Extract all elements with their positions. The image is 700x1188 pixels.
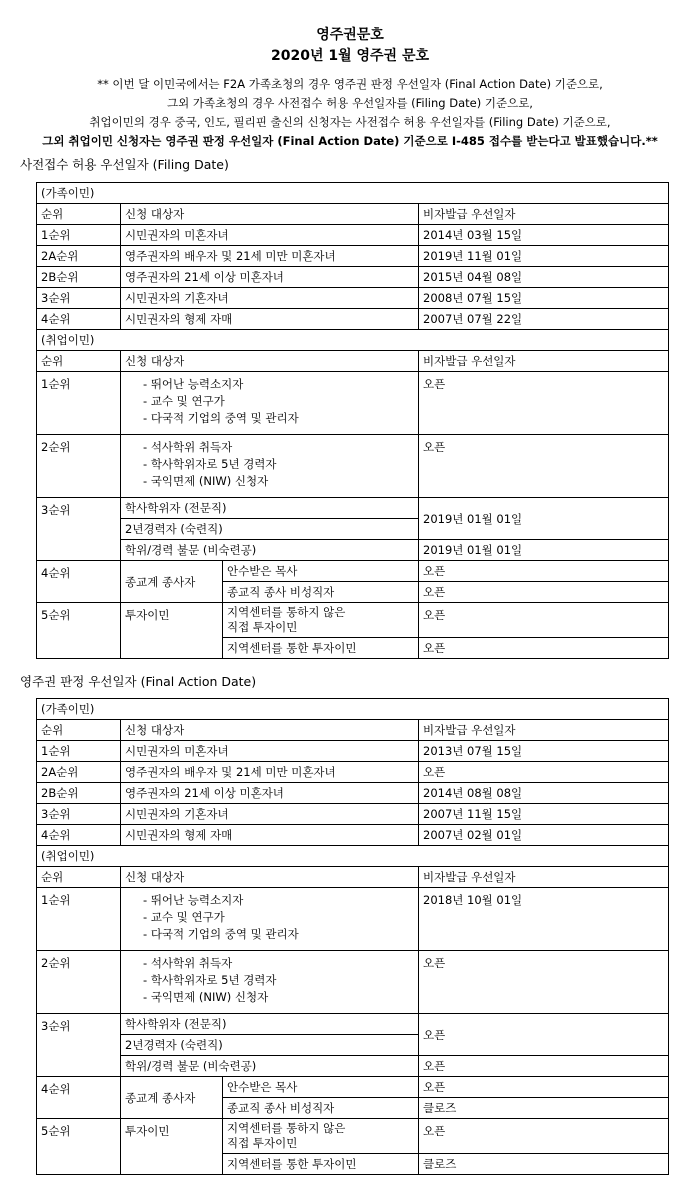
table-row	[37, 1119, 669, 1154]
target-cell	[121, 888, 419, 951]
target-cell: 2년경력자 (숙련직)	[121, 519, 419, 540]
col-rank-header: 순위	[37, 204, 121, 225]
date-cell: 오픈	[419, 762, 669, 783]
group-cell: 종교계 종사자	[121, 1077, 223, 1119]
target-cell: 시민권자의 미혼자녀	[121, 741, 419, 762]
target-line: 지역센터를 통하지 않은	[227, 605, 346, 619]
target-line: 직접 투자이민	[227, 620, 298, 634]
table-row	[37, 603, 669, 638]
target-cell: 안수받은 목사	[223, 1077, 419, 1098]
date-cell: 오픈	[419, 1119, 669, 1154]
date-cell: 2013년 07월 15일	[419, 741, 669, 762]
group-cell: 투자이민	[121, 1119, 223, 1175]
col-date-header: 비자발급 우선일자	[419, 204, 669, 225]
table-row	[37, 1014, 669, 1035]
col-target-header: 신청 대상자	[121, 867, 419, 888]
rank-cell: 1순위	[37, 741, 121, 762]
col-date-header: 비자발급 우선일자	[419, 720, 669, 741]
table-row	[37, 267, 669, 288]
target-cell: 안수받은 목사	[223, 561, 419, 582]
list-item: - 다국적 기업의 중역 및 관리자	[143, 410, 414, 427]
target-cell	[121, 435, 419, 498]
date-cell: 오픈	[419, 1056, 669, 1077]
target-cell	[121, 951, 419, 1014]
employment-header: (취업이민)	[37, 846, 669, 867]
date-cell: 2007년 02월 01일	[419, 825, 669, 846]
page-subtitle: 2020년 1월 영주권 문호	[271, 48, 429, 64]
section-title-final: 영주권 판정 우선일자 (Final Action Date)	[20, 674, 257, 689]
col-date-header: 비자발급 우선일자	[419, 867, 669, 888]
notice-line: 그외 취업이민 신청자는 영주권 판정 우선일자 (Final Action Date) 기준으로 I-485 접수를 받는다고 발표했습니다.**	[42, 134, 658, 148]
list-item: - 다국적 기업의 중역 및 관리자	[143, 926, 414, 943]
group-cell: 투자이민	[121, 603, 223, 659]
col-target-header: 신청 대상자	[121, 720, 419, 741]
target-cell: 영주권자의 배우자 및 21세 미만 미혼자녀	[121, 762, 419, 783]
target-cell: 학위/경력 불문 (비숙련공)	[121, 540, 419, 561]
target-line: 직접 투자이민	[227, 1136, 298, 1150]
rank-cell: 5순위	[37, 1119, 121, 1175]
date-cell: 오픈	[419, 582, 669, 603]
date-cell: 오픈	[419, 951, 669, 1014]
date-cell: 2019년 11월 01일	[419, 246, 669, 267]
table-row	[37, 951, 669, 1014]
table-row	[37, 498, 669, 519]
rank-cell: 3순위	[37, 288, 121, 309]
table-row	[37, 435, 669, 498]
list-item: - 교수 및 연구가	[143, 909, 414, 926]
date-cell: 2008년 07월 15일	[419, 288, 669, 309]
notice-line: 취업이민의 경우 중국, 인도, 필리핀 출신의 신청자는 사전접수 허용 우선일자를 (Filing Date) 기준으로,	[89, 115, 611, 129]
date-cell: 오픈	[419, 603, 669, 638]
rank-cell: 4순위	[37, 561, 121, 603]
final-table	[36, 698, 669, 1175]
target-cell: 시민권자의 형제 자매	[121, 309, 419, 330]
table-row	[37, 1056, 669, 1077]
page-title: 영주권문호	[316, 27, 384, 43]
table-row	[37, 372, 669, 435]
rank-cell: 3순위	[37, 804, 121, 825]
rank-cell: 2B순위	[37, 783, 121, 804]
target-cell: 종교직 종사 비성직자	[223, 582, 419, 603]
target-cell: 지역센터를 통한 투자이민	[223, 638, 419, 659]
list-item: - 석사학위 취득자	[143, 955, 414, 972]
rank-cell: 4순위	[37, 1077, 121, 1119]
date-cell: 2014년 08월 08일	[419, 783, 669, 804]
target-cell: 학사학위자 (전문직)	[121, 498, 419, 519]
table-row	[37, 888, 669, 951]
rank-cell: 4순위	[37, 825, 121, 846]
list-item: - 뛰어난 능력소지자	[143, 892, 414, 909]
table-row	[37, 246, 669, 267]
rank-cell: 1순위	[37, 888, 121, 951]
date-cell: 2007년 07월 22일	[419, 309, 669, 330]
rank-cell: 1순위	[37, 225, 121, 246]
family-header: (가족이민)	[37, 183, 669, 204]
col-target-header: 신청 대상자	[121, 351, 419, 372]
target-cell: 시민권자의 기혼자녀	[121, 288, 419, 309]
target-cell: 지역센터를 통한 투자이민	[223, 1154, 419, 1175]
employment-header: (취업이민)	[37, 330, 669, 351]
date-cell: 2014년 03월 15일	[419, 225, 669, 246]
table-row	[37, 804, 669, 825]
table-row	[37, 825, 669, 846]
target-cell: 종교직 종사 비성직자	[223, 1098, 419, 1119]
table-row	[37, 741, 669, 762]
col-rank-header: 순위	[37, 867, 121, 888]
notice-line: 그외 가족초청의 경우 사전접수 허용 우선일자를 (Filing Date) 기준으로,	[167, 96, 533, 110]
rank-cell: 2B순위	[37, 267, 121, 288]
date-cell: 2015년 04월 08일	[419, 267, 669, 288]
target-cell: 2년경력자 (숙련직)	[121, 1035, 419, 1056]
target-cell	[223, 603, 419, 638]
notice-line: ** 이번 달 이민국에서는 F2A 가족초청의 경우 영주권 판정 우선일자 (Final Action Date) 기준으로,	[97, 77, 603, 91]
date-cell: 오픈	[419, 638, 669, 659]
table-row	[37, 762, 669, 783]
target-cell	[223, 1119, 419, 1154]
col-rank-header: 순위	[37, 351, 121, 372]
date-cell: 2019년 01월 01일	[419, 498, 669, 540]
rank-cell: 4순위	[37, 309, 121, 330]
rank-cell: 2순위	[37, 435, 121, 498]
list-item: - 국익면제 (NIW) 신청자	[143, 473, 414, 490]
date-cell: 오픈	[419, 1077, 669, 1098]
target-cell: 영주권자의 배우자 및 21세 미만 미혼자녀	[121, 246, 419, 267]
table-row	[37, 309, 669, 330]
section-title-filing: 사전접수 허용 우선일자 (Filing Date)	[20, 157, 229, 172]
date-cell: 오픈	[419, 435, 669, 498]
filing-table	[36, 182, 669, 659]
target-cell: 영주권자의 21세 이상 미혼자녀	[121, 267, 419, 288]
date-cell: 오픈	[419, 1014, 669, 1056]
target-cell: 시민권자의 기혼자녀	[121, 804, 419, 825]
col-target-header: 신청 대상자	[121, 204, 419, 225]
family-header: (가족이민)	[37, 699, 669, 720]
table-row	[37, 561, 669, 582]
rank-cell: 3순위	[37, 1014, 121, 1077]
date-cell: 2007년 11월 15일	[419, 804, 669, 825]
date-cell: 2019년 01월 01일	[419, 540, 669, 561]
table-row	[37, 288, 669, 309]
target-cell: 시민권자의 형제 자매	[121, 825, 419, 846]
rank-cell: 5순위	[37, 603, 121, 659]
list-item: - 석사학위 취득자	[143, 439, 414, 456]
target-cell	[121, 372, 419, 435]
target-cell: 영주권자의 21세 이상 미혼자녀	[121, 783, 419, 804]
col-date-header: 비자발급 우선일자	[419, 351, 669, 372]
list-item: - 학사학위자로 5년 경력자	[143, 456, 414, 473]
list-item: - 뛰어난 능력소지자	[143, 376, 414, 393]
table-row	[37, 225, 669, 246]
target-cell: 학위/경력 불문 (비숙련공)	[121, 1056, 419, 1077]
date-cell: 오픈	[419, 561, 669, 582]
target-cell: 시민권자의 미혼자녀	[121, 225, 419, 246]
date-cell: 클로즈	[419, 1098, 669, 1119]
rank-cell: 2A순위	[37, 762, 121, 783]
list-item: - 국익면제 (NIW) 신청자	[143, 989, 414, 1006]
target-cell: 학사학위자 (전문직)	[121, 1014, 419, 1035]
table-row	[37, 783, 669, 804]
list-item: - 교수 및 연구가	[143, 393, 414, 410]
group-cell: 종교계 종사자	[121, 561, 223, 603]
date-cell: 2018년 10월 01일	[419, 888, 669, 951]
date-cell: 클로즈	[419, 1154, 669, 1175]
rank-cell: 2순위	[37, 951, 121, 1014]
list-item: - 학사학위자로 5년 경력자	[143, 972, 414, 989]
col-rank-header: 순위	[37, 720, 121, 741]
date-cell: 오픈	[419, 372, 669, 435]
rank-cell: 3순위	[37, 498, 121, 561]
table-row	[37, 540, 669, 561]
table-row	[37, 1077, 669, 1098]
rank-cell: 1순위	[37, 372, 121, 435]
rank-cell: 2A순위	[37, 246, 121, 267]
target-line: 지역센터를 통하지 않은	[227, 1121, 346, 1135]
notice	[0, 75, 700, 151]
